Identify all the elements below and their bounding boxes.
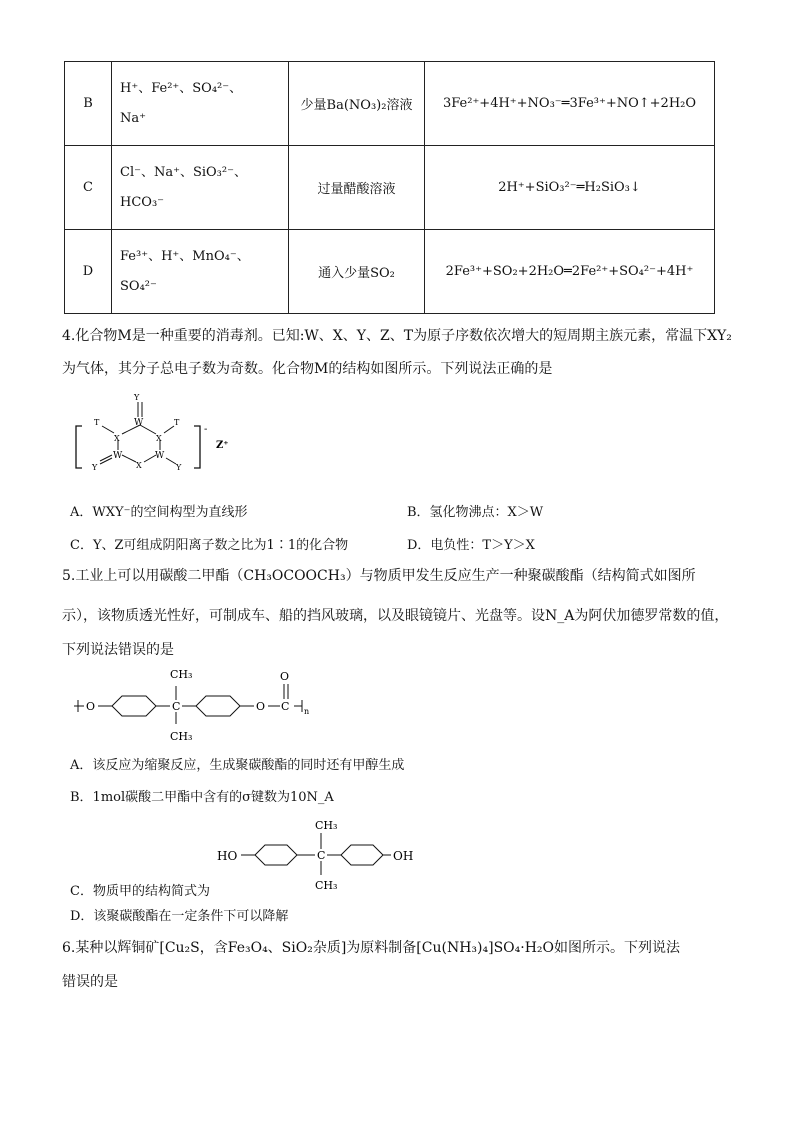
atom-label: CH₃	[315, 819, 338, 832]
atom-label: Y	[176, 463, 182, 472]
ion-line: Fe³⁺、H⁺、MnO₄⁻、	[120, 248, 250, 264]
q4-choice-b[interactable]: B．氢化物沸点：X＞W	[407, 505, 544, 520]
table-row	[65, 146, 715, 230]
ion-line: HCO₃⁻	[120, 194, 165, 210]
equation-cell: 2Fe³⁺+SO₂+2H₂O═2Fe²⁺+SO₄²⁻+4H⁺	[425, 230, 715, 314]
cation-label: Z⁺	[216, 440, 229, 451]
table-row	[65, 62, 715, 146]
atom-label: O	[280, 670, 290, 683]
q5-stem-line2: 示），该物质透光性好，可制成车、船的挡风玻璃，以及眼镜镜片、光盘等。设N_A为阿伏加德罗常数的值，	[62, 608, 729, 624]
atom-label: CH₃	[315, 879, 338, 892]
ion-cell	[112, 230, 289, 314]
q4-choice-a[interactable]: A．WXY⁻的空间构型为直线形	[70, 505, 248, 520]
table-row	[65, 230, 715, 314]
atom-label: W	[134, 418, 144, 428]
q5-choice-d[interactable]: D．该聚碳酸酯在一定条件下可以降解	[70, 909, 289, 924]
q4-stem-line1: 4.化合物M是一种重要的消毒剂。已知:W、X、Y、Z、T为原子序数依次增大的短周期主族元素，常温下XY₂	[62, 328, 732, 344]
ion-line: H⁺、Fe²⁺、SO₄²⁻、	[120, 80, 243, 96]
ion-line: SO₄²⁻	[120, 278, 157, 294]
atom-label: C	[281, 700, 290, 713]
atom-label: O	[86, 700, 96, 713]
equation-cell: 3Fe²⁺+4H⁺+NO₃⁻═3Fe³⁺+NO↑+2H₂O	[425, 62, 715, 146]
reagent-cell: 少量Ba(NO₃)₂溶液	[289, 62, 425, 146]
ion-line: Cl⁻、Na⁺、SiO₃²⁻、	[120, 164, 247, 180]
equation-cell: 2H⁺+SiO₃²⁻═H₂SiO₃↓	[425, 146, 715, 230]
atom-label: O	[256, 700, 266, 713]
anion-charge: -	[204, 424, 208, 435]
atom-label: OH	[393, 849, 414, 863]
atom-label: Y	[134, 393, 140, 402]
option-label: D	[65, 230, 112, 314]
ion-cell	[112, 62, 289, 146]
option-label: C	[65, 146, 112, 230]
atom-label: CH₃	[170, 668, 193, 681]
atom-label: X	[114, 434, 120, 443]
q4-structure-diagram	[70, 390, 250, 480]
q5-choice-b[interactable]: B．1mol碳酸二甲酯中含有的σ键数为10N_A	[70, 790, 334, 805]
polycarbonate-structure	[70, 664, 320, 744]
q6-stem-line1: 6.某种以辉铜矿[Cu₂S，含Fe₃O₄、SiO₂杂质]为原料制备[Cu(NH₃)₄]SO₄·H₂O如图所示。下列说法	[62, 940, 680, 956]
atom-label: T	[94, 418, 100, 427]
repeat-n: n	[304, 707, 310, 716]
ion-cell	[112, 146, 289, 230]
reagent-cell: 通入少量SO₂	[289, 230, 425, 314]
atom-label: X	[156, 434, 162, 443]
atom-label: C	[317, 849, 326, 862]
option-label: B	[65, 62, 112, 146]
atom-label: Y	[92, 463, 98, 472]
q4-choice-d[interactable]: D．电负性：T＞Y＞X	[407, 538, 535, 553]
bisphenol-a-structure	[215, 813, 425, 893]
atom-label: T	[174, 418, 180, 427]
q5-choice-a[interactable]: A．该反应为缩聚反应，生成聚碳酸酯的同时还有甲醇生成	[70, 758, 405, 773]
q4-choice-c[interactable]: C．Y、Z可组成阴阳离子数之比为1∶1的化合物	[70, 538, 349, 553]
q4-stem-line2: 为气体，其分子总电子数为奇数。化合物M的结构如图所示。下列说法正确的是	[62, 361, 553, 377]
q5-choice-c[interactable]: C．物质甲的结构简式为	[70, 884, 210, 899]
atom-label: W	[113, 451, 123, 461]
atom-label: HO	[217, 849, 238, 863]
atom-label: CH₃	[170, 730, 193, 743]
atom-label: C	[172, 700, 181, 713]
atom-label: W	[155, 451, 165, 461]
ion-line: Na⁺	[120, 110, 146, 126]
reagent-cell: 过量醋酸溶液	[289, 146, 425, 230]
ion-table	[64, 61, 715, 314]
atom-label: X	[136, 461, 142, 470]
q5-stem-line1: 5.工业上可以用碳酸二甲酯（CH₃OCOOCH₃）与物质甲发生反应生产一种聚碳酸酯（结构简式如图所	[62, 568, 696, 584]
q6-stem-line2: 错误的是	[62, 974, 118, 990]
q5-stem-line3: 下列说法错误的是	[62, 642, 174, 658]
